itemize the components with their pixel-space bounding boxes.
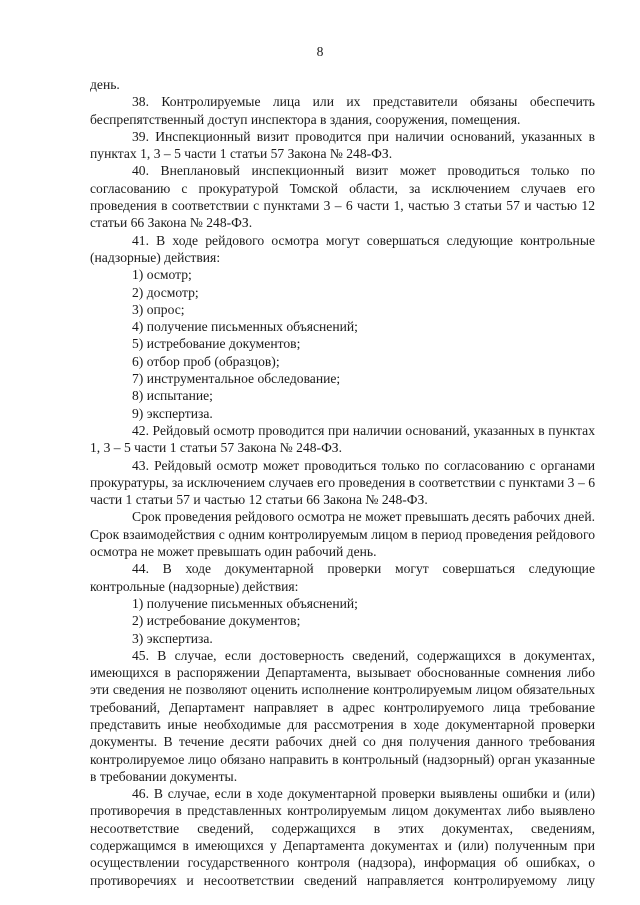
- list-item: 2) истребование документов;: [132, 613, 301, 629]
- paragraph: 41. В ходе рейдового осмотра могут совершаться следующие контрольные (надзорные) действия:: [90, 232, 595, 265]
- paragraph: 44. В ходе документарной проверки могут совершаться следующие контрольные (надзорные) действия:: [90, 561, 595, 594]
- paragraph: 42. Рейдовый осмотр проводится при наличии оснований, указанных в пунктах 1, 3 – 5 части 1 статьи 57 Закона № 248-ФЗ.: [90, 422, 595, 456]
- paragraph: Срок проведения рейдового осмотра не может превышать десять рабочих дней. Срок взаимодействия с одним контролируемым лицом в период проведения рейдового осмотра не может превышать один рабочий день.: [90, 509, 595, 560]
- document-body: [90, 76, 595, 889]
- list-item: 8) испытание;: [132, 388, 213, 404]
- paragraph: день.: [90, 77, 120, 92]
- list-item: 3) опрос;: [132, 301, 185, 317]
- paragraph: 46. В случае, если в ходе документарной проверки выявлены ошибки и (или) противоречия в представленных контролируемым лицом документах либо выявлено несоответствие сведений, содержащихся в этих документах, сведениям, содержащимся в имеющихся у Департамента документах и (или) полученным при осуществлении государственного контроля (надзора), информация об ошибках, о противоречиях и несоответствии сведений направляется контролируемому лицу: [90, 786, 595, 888]
- list-item: 7) инструментальное обследование;: [132, 371, 341, 387]
- list-item: 1) осмотр;: [132, 267, 192, 283]
- paragraph: 38. Контролируемые лица или их представители обязаны обеспечить беспрепятственный доступ инспектора в здания, сооружения, помещения.: [90, 94, 595, 127]
- list-item: 2) досмотр;: [132, 284, 199, 300]
- paragraph: 40. Внеплановый инспекционный визит может проводиться только по согласованию с прокуратурой Томской области, за исключением случаев его проведения в соответствии с пунктами 3 – 6 части 1, частью 3 статьи 57 и частью 12 статьи 66 Закона № 248-ФЗ.: [90, 163, 595, 231]
- list-item: 9) экспертиза.: [132, 405, 213, 421]
- list-item: 3) экспертиза.: [132, 630, 213, 646]
- list-item: 1) получение письменных объяснений;: [132, 595, 358, 611]
- page-number: 8: [316, 44, 324, 59]
- list-item: 4) получение письменных объяснений;: [132, 319, 358, 335]
- paragraph: 45. В случае, если достоверность сведений, содержащихся в документах, имеющихся в распоряжении Департамента, вызывает обоснованные сомнения либо эти сведения не позволяют оценить исполнение контролируемым лицом обязательных требований, Департамент направляет в адрес контролируемого лица требование представить иные необходимые для рассмотрения в ходе документарной проверки документы. В течение десяти рабочих дней со дня получения данного требования контролируемое лицо обязано направить в контрольный (надзорный) орган указанные в требовании документы.: [90, 647, 595, 784]
- paragraph: 43. Рейдовый осмотр может проводиться только по согласованию с органами прокуратуры, за исключением случаев его проведения в соответствии с пунктами 3 – 6 части 1 статьи 57 и частью 12 статьи 66 Закона № 248-ФЗ.: [90, 457, 595, 508]
- list-item: 5) истребование документов;: [132, 336, 301, 352]
- paragraph: 39. Инспекционный визит проводится при наличии оснований, указанных в пунктах 1, 3 – 5 части 1 статьи 57 Закона № 248-ФЗ.: [90, 128, 595, 162]
- list-item: 6) отбор проб (образцов);: [132, 353, 280, 369]
